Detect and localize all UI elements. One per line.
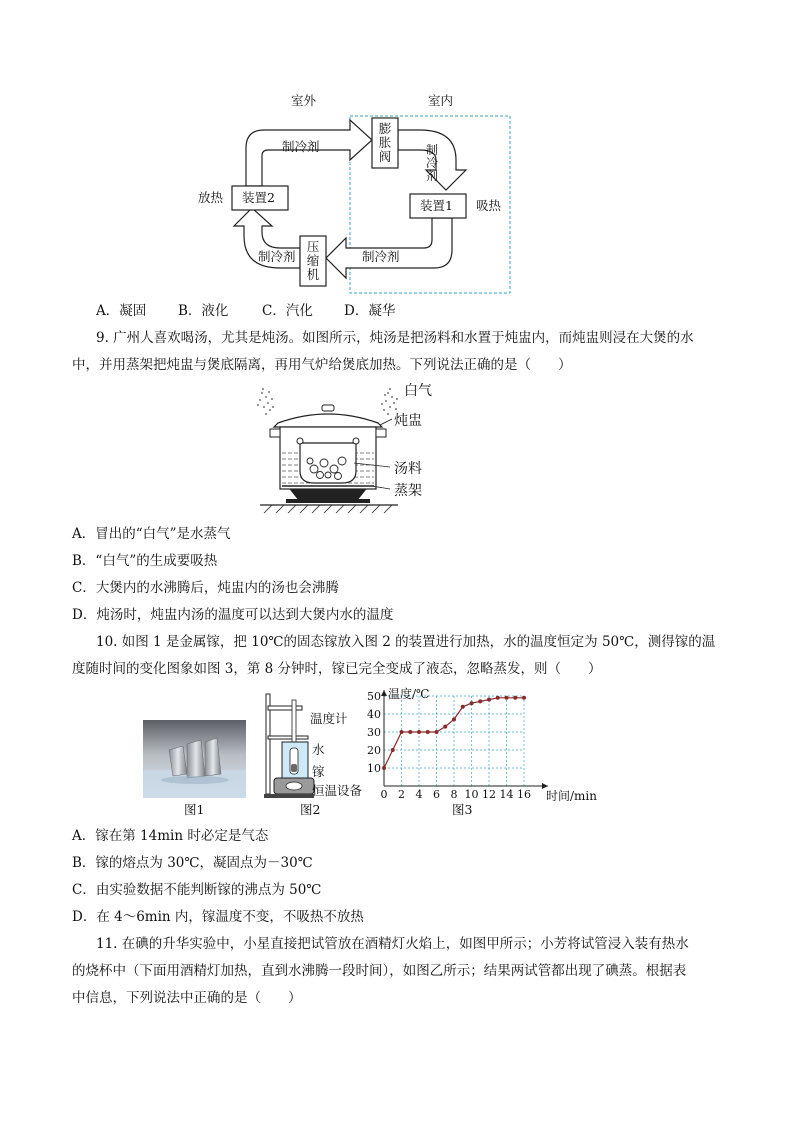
- compressor-char-2: 缩: [306, 253, 320, 268]
- x-tick-label: 8: [450, 788, 458, 801]
- refrigerant-right-char-1: 制: [425, 143, 438, 157]
- y-axis-arrow: [381, 690, 387, 696]
- label-release-heat: 放热: [198, 190, 224, 205]
- y-axis-label: 温度/℃: [388, 687, 430, 701]
- label-refrigerant-left: 制冷剂: [258, 249, 296, 264]
- data-point: [408, 730, 412, 734]
- compressor-char-1: 压: [306, 239, 320, 254]
- gallium-sample: [291, 764, 297, 772]
- q8-option-c: C．汽化: [262, 303, 313, 319]
- label-indoor: 室内: [428, 93, 454, 108]
- ring-arm: [268, 736, 308, 739]
- q10-option-d: D．在 4～6min 内，镓温度不变，不吸热不放热: [72, 909, 364, 925]
- q10-option-b: B．镓的熔点为 30℃，凝固点为－30℃: [72, 855, 313, 871]
- q11-stem-line2: 的烧杯中（下面用酒精灯加热，直到水沸腾一段时间），如图乙所示；结果两试管都出现了碘蒸。根据表: [72, 963, 687, 979]
- label-soup: 汤料: [394, 461, 422, 477]
- gas-burner: [290, 489, 366, 499]
- y-tick-label: 40: [367, 708, 381, 721]
- label-water: 水: [312, 742, 325, 757]
- valve-char-3: 阀: [378, 149, 392, 164]
- valve-char-1: 膨: [378, 121, 392, 136]
- data-point: [496, 696, 500, 700]
- q10-fig1-gallium-photo: [143, 720, 246, 798]
- pot-lid: [274, 414, 382, 427]
- data-point: [426, 730, 430, 734]
- data-point: [391, 748, 395, 752]
- data-point: [443, 725, 447, 729]
- q10-option-a: A．镓在第 14min 时必定是气态: [72, 828, 269, 844]
- label-refrigerant-right: [425, 144, 439, 183]
- data-point: [435, 730, 439, 734]
- x-tick-label: 14: [499, 788, 514, 801]
- q11-stem-line1: 11. 在碘的升华实验中，小星直接把试管放在酒精灯火焰上，如图甲所示；小芳将试管浸入装有热水: [96, 936, 689, 952]
- valve-label: [378, 122, 392, 164]
- data-point: [487, 698, 491, 702]
- q10-fig2-caption: 图2: [300, 802, 321, 817]
- y-tick-label: 30: [367, 726, 381, 739]
- q9-option-b: B．“白气”的生成要吸热: [72, 553, 218, 569]
- data-point: [522, 696, 526, 700]
- data-point: [452, 717, 456, 721]
- q9-option-c: C．大煲内的水沸腾后，炖盅内的汤也会沸腾: [72, 580, 339, 596]
- burner-base: [286, 499, 370, 503]
- valve-char-2: 胀: [378, 135, 392, 150]
- handle-right: [376, 429, 386, 437]
- q10-fig3-caption: 图3: [452, 802, 473, 817]
- label-outdoor: 室外: [291, 93, 317, 108]
- q10-fig1-caption: 图1: [184, 802, 205, 817]
- ground-hatch: [264, 505, 392, 513]
- q9-option-d: D．炖汤时，炖盅内汤的温度可以达到大煲内水的温度: [72, 607, 394, 623]
- refrigerant-right-char-2: 冷: [425, 156, 438, 170]
- x-axis-label: 时间/min: [546, 789, 597, 803]
- x-tick-label: 16: [517, 788, 531, 801]
- q8-option-b: B．液化: [178, 303, 229, 319]
- label-thermostat: 恒温设备: [312, 783, 363, 798]
- q8-option-d: D．凝华: [344, 303, 396, 319]
- y-tick-label: 20: [367, 744, 381, 757]
- label-stew-pot: 炖盅: [394, 413, 422, 429]
- label-gallium: 镓: [312, 764, 325, 779]
- clamp-arm: [268, 706, 302, 710]
- x-tick-label: 10: [464, 788, 479, 801]
- label-steam: 白气: [404, 383, 432, 399]
- label-absorb-heat: 吸热: [476, 198, 502, 213]
- data-point: [470, 701, 474, 705]
- data-point: [382, 766, 386, 770]
- compressor-char-3: 机: [306, 267, 320, 282]
- y-tick-label: 10: [367, 762, 381, 775]
- refrigerant-right-char-3: 剂: [425, 169, 438, 183]
- x-tick-label: 6: [433, 788, 440, 801]
- x-tick-label: 2: [398, 788, 405, 801]
- inner-pot-ring-left: [297, 438, 303, 444]
- data-point: [478, 699, 482, 703]
- label-refrigerant-bottom: 制冷剂: [362, 249, 400, 264]
- inner-pot-ring-right: [353, 438, 359, 444]
- data-point: [505, 696, 509, 700]
- q9-stem-line1: 9. 广州人喜欢喝汤，尤其是炖汤。如图所示，炖汤是把汤料和水置于炖盅内，而炖盅则浸在大煲的水: [96, 330, 694, 346]
- device1-label: 装置1: [420, 198, 453, 213]
- handle-left: [270, 429, 280, 437]
- lid-knob: [322, 405, 334, 411]
- label-thermometer: 温度计: [310, 711, 348, 726]
- x-tick-label: 0: [380, 788, 388, 801]
- q9-option-a: A．冒出的“白气”是水蒸气: [72, 526, 231, 542]
- q10-fig3-temperature-chart: [360, 686, 597, 804]
- x-tick-label: 4: [415, 788, 423, 801]
- device2-label: 装置2: [242, 190, 275, 205]
- y-tick-label: 50: [367, 690, 381, 703]
- stand-base: [264, 794, 314, 798]
- label-rack: 蒸架: [394, 483, 422, 499]
- data-point: [513, 696, 517, 700]
- q11-stem-line3: 中信息，下列说法中正确的是（ ）: [72, 990, 302, 1006]
- data-point: [417, 730, 421, 734]
- data-point: [400, 730, 404, 734]
- arrow-bottom: [326, 218, 452, 278]
- q10-option-c: C．由实验数据不能判断镓的沸点为 50℃: [72, 882, 322, 898]
- data-point: [461, 705, 465, 709]
- q10-stem-line2: 度随时间的变化图象如图 3，第 8 分钟时，镓已完全变成了液态，忽略蒸发，则（ ）: [72, 661, 602, 677]
- q8-option-a: A．凝固: [96, 303, 147, 319]
- x-tick-label: 12: [482, 788, 496, 801]
- steam-right: [381, 388, 398, 415]
- q9-stem-line2: 中，并用蒸架把炖盅与煲底隔离，再用气炉给煲底加热。下列说法正确的是（ ）: [72, 357, 572, 373]
- compressor-label: [306, 240, 320, 282]
- leader-pot: [380, 419, 392, 425]
- label-refrigerant-top: 制冷剂: [282, 139, 320, 154]
- steam-left: [257, 388, 274, 415]
- q10-stem-line1: 10. 如图 1 是金属镓，把 10℃的固态镓放入图 2 的装置进行加热，水的温度恒定为 50℃，测得镓的温: [96, 634, 716, 650]
